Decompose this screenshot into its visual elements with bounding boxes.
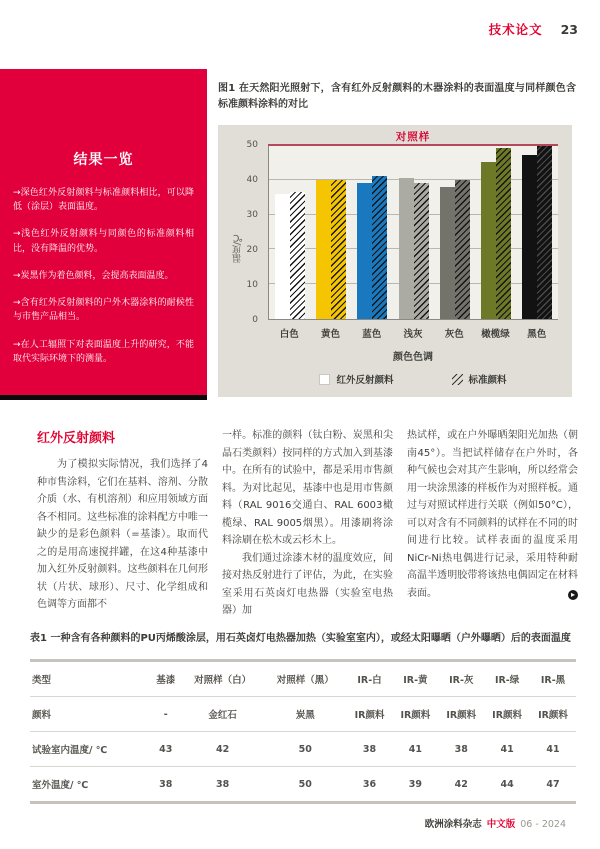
bar-ir-reflective <box>275 194 290 319</box>
sidebar-bullet: →含有红外反射颜料的户外木器涂料的耐候性与市售产品相当。 <box>13 298 194 323</box>
y-tick-label: 50 <box>246 140 258 150</box>
y-tick-label: 40 <box>246 175 258 185</box>
bar-ir-reflective <box>481 162 496 319</box>
legend-swatch-hatched-icon <box>452 374 463 385</box>
bar-ir-reflective <box>316 180 331 319</box>
bar-standard <box>290 192 305 319</box>
y-axis-title: 温度/℃ <box>233 231 243 263</box>
table-header-cell: 对照样（白） <box>194 675 252 686</box>
table-cell: IR颜料 <box>484 697 530 732</box>
table-header-cell: IR-绿 <box>494 675 520 686</box>
legend-item-standard <box>452 372 507 386</box>
sidebar-bullets <box>13 186 194 366</box>
table-cell: 42 <box>181 732 264 767</box>
table-cell: 41 <box>530 732 576 767</box>
y-tick-label: 20 <box>246 245 258 255</box>
legend-swatch-solid-icon <box>319 374 330 385</box>
table-cell: 39 <box>392 767 438 803</box>
bar-ir-reflective <box>522 155 537 319</box>
table-row <box>30 767 576 803</box>
x-tick-label: 浅灰 <box>403 329 423 340</box>
bar-group <box>476 145 516 319</box>
table-cell: 50 <box>264 767 347 803</box>
y-axis-ticks <box>220 140 264 325</box>
bar-group <box>435 145 475 319</box>
x-tick-label: 灰色 <box>444 329 464 340</box>
table-row <box>30 697 576 732</box>
table-header-cell: 对照样（黑） <box>276 675 334 686</box>
sidebar-bullet: →深色红外反射颜料与标准颜料相比，可以降低（涂层）表面温度。 <box>13 188 194 213</box>
bar-standard <box>496 148 511 319</box>
x-tick-label: 蓝色 <box>362 329 382 340</box>
article-column-3 <box>407 427 578 620</box>
footer-edition: 中文版 <box>486 819 516 830</box>
bar-ir-reflective <box>440 187 455 319</box>
bar-ir-reflective <box>399 178 414 319</box>
page-number: 23 <box>560 22 578 37</box>
reference-line-label: 对照样 <box>395 131 431 143</box>
x-tick-label: 白色 <box>279 329 299 340</box>
table-cell: 38 <box>347 732 393 767</box>
legend-label: 标准颜料 <box>468 375 507 386</box>
table-header-cell: 类型 <box>32 675 52 686</box>
bar-standard <box>537 145 552 319</box>
bar-group <box>394 145 434 319</box>
table-cell: 41 <box>484 732 530 767</box>
x-axis-title: 颜色色调 <box>393 352 433 363</box>
bar-standard <box>455 180 470 319</box>
bar-group <box>270 145 310 319</box>
table-row <box>30 732 576 767</box>
table-cell: 38 <box>150 767 181 803</box>
x-tick-label: 黄色 <box>320 329 340 340</box>
table-caption: 表1 一种含有各种颜料的PU丙烯酸涂层，用石英卤灯电热器加热（实验室室内），或经太阳曝晒（户外曝晒）后的表面温度 <box>30 633 571 644</box>
article-paragraph: 热试样，或在户外曝晒架阳光加热（朝南45°）。当把试样储存在户外时，各种气候也会对其产生影响，所以经常会用一块涂黑漆的样板作为对照样板。通过与对照试样进行关联（例如50°C），可以对含有不同颜料的试样在不同的时间进行比较。试样表面的温度采用NiCr-Ni热电偶进行记录，采用特种耐高温半透明胶带将该热电偶固定在材料表面。 ▸ <box>407 430 578 599</box>
table-cell: 38 <box>438 732 484 767</box>
sidebar-bullet: →炭黑作为着色颜料，会提高表面温度。 <box>13 270 174 281</box>
legend-label: 红外反射颜料 <box>336 375 394 386</box>
table-cell: 43 <box>150 732 181 767</box>
bar-group <box>311 145 351 319</box>
legend-item-ir <box>319 372 393 386</box>
sidebar-bullet: →浅色红外反射颜料与同颜色的标准颜料相比，没有降温的优势。 <box>13 229 194 254</box>
footer-magazine-name: 欧洲涂料杂志 <box>424 819 482 830</box>
table-cell: 室外温度/ ℃ <box>30 767 150 803</box>
table-cell: IR颜料 <box>347 697 393 732</box>
bar-chart <box>218 125 572 397</box>
table-cell: 炭黑 <box>264 697 347 732</box>
bar-ir-reflective <box>357 183 372 319</box>
figure-caption: 图1 在天然阳光照射下，含有红外反射颜料的木器涂料的表面温度与同样颜色含标准颜料涂料的对比 <box>218 83 576 110</box>
chart-plot <box>268 145 558 320</box>
bar-standard <box>331 180 346 319</box>
table-cell: IR颜料 <box>438 697 484 732</box>
bar-group <box>517 145 557 319</box>
y-tick-label: 0 <box>252 315 258 325</box>
bar-group <box>352 145 392 319</box>
table-cell: 36 <box>347 767 393 803</box>
x-axis-labels <box>268 326 558 340</box>
table-cell: IR颜料 <box>530 697 576 732</box>
x-tick-label: 橄榄绿 <box>481 329 510 340</box>
table-section <box>30 631 576 804</box>
data-table <box>30 659 576 804</box>
page-header <box>489 20 578 38</box>
sidebar-title: 结果一览 <box>73 152 134 168</box>
table-cell: 50 <box>264 732 347 767</box>
article-paragraph: 为了模拟实际情况，我们选择了4种市售涂料，它们在基料、溶剂、分散介质（水、有机溶剂）和应用领域方面各不相同。这些标准的涂料配方中唯一缺少的是彩色颜料（=基漆）。取而代之的是用高速搅拌罐，在这4种基漆中加入红外反射颜料。这些颜料在几何形状（片状、球形）、尺寸、化学组成和色调等方面都不 <box>37 459 208 610</box>
table-cell: 颜料 <box>30 697 150 732</box>
table-cell: 47 <box>530 767 576 803</box>
page-footer <box>425 816 566 830</box>
bar-standard <box>414 183 429 319</box>
reference-line <box>268 144 558 146</box>
table-cell: 38 <box>181 767 264 803</box>
y-tick-label: 10 <box>246 280 258 290</box>
article-column-2 <box>222 427 393 620</box>
x-tick-label: 黑色 <box>527 329 547 340</box>
table-cell: 41 <box>392 732 438 767</box>
table-header-cell: IR-黄 <box>403 675 428 686</box>
article-column-1 <box>37 427 208 620</box>
y-tick-label: 30 <box>246 210 258 220</box>
article-body <box>37 427 578 620</box>
article-paragraph: 一样。标准的颜料（钛白粉、炭黑和尖晶石类颜料）按同样的方式加入到基漆中。在所有的试验中，都是采用市售颜料。为对比起见，基漆中也是用市售颜料（RAL 9016交通白、RAL 6003橄榄绿、RAL 9005烟黑）。用漆刷将涂料涂刷在松木或云杉木上。 <box>222 430 393 546</box>
sidebar-bullet: →在人工辐照下对表面温度上升的研究，不能取代实际环境下的测量。 <box>13 339 194 364</box>
table-cell: 试验室内温度/ ℃ <box>30 732 150 767</box>
table-header-cell: IR-黑 <box>540 675 566 686</box>
table-cell: 42 <box>438 767 484 803</box>
table-cell: IR颜料 <box>392 697 438 732</box>
continued-arrow-icon: ▸ <box>568 590 578 600</box>
bar-standard <box>372 176 387 319</box>
section-title: 技术论文 <box>488 22 543 37</box>
footer-issue: 06 - 2024 <box>520 819 566 830</box>
table-cell: - <box>150 697 181 732</box>
results-sidebar <box>0 69 207 400</box>
article-heading: 红外反射颜料 <box>37 431 116 446</box>
table-header-row <box>30 661 576 697</box>
table-cell: 44 <box>484 767 530 803</box>
table-header-cell: IR-白 <box>357 675 382 686</box>
table-header-cell: 基漆 <box>156 675 176 686</box>
table-header-cell: IR-灰 <box>449 675 474 686</box>
chart-legend <box>268 372 558 386</box>
article-paragraph: 我们通过涂漆木材的温度效应，间接对热反射进行了评估，为此，在实验室采用石英卤灯电热器（实验室电热器）加 <box>222 552 393 616</box>
table-cell: 金红石 <box>181 697 264 732</box>
